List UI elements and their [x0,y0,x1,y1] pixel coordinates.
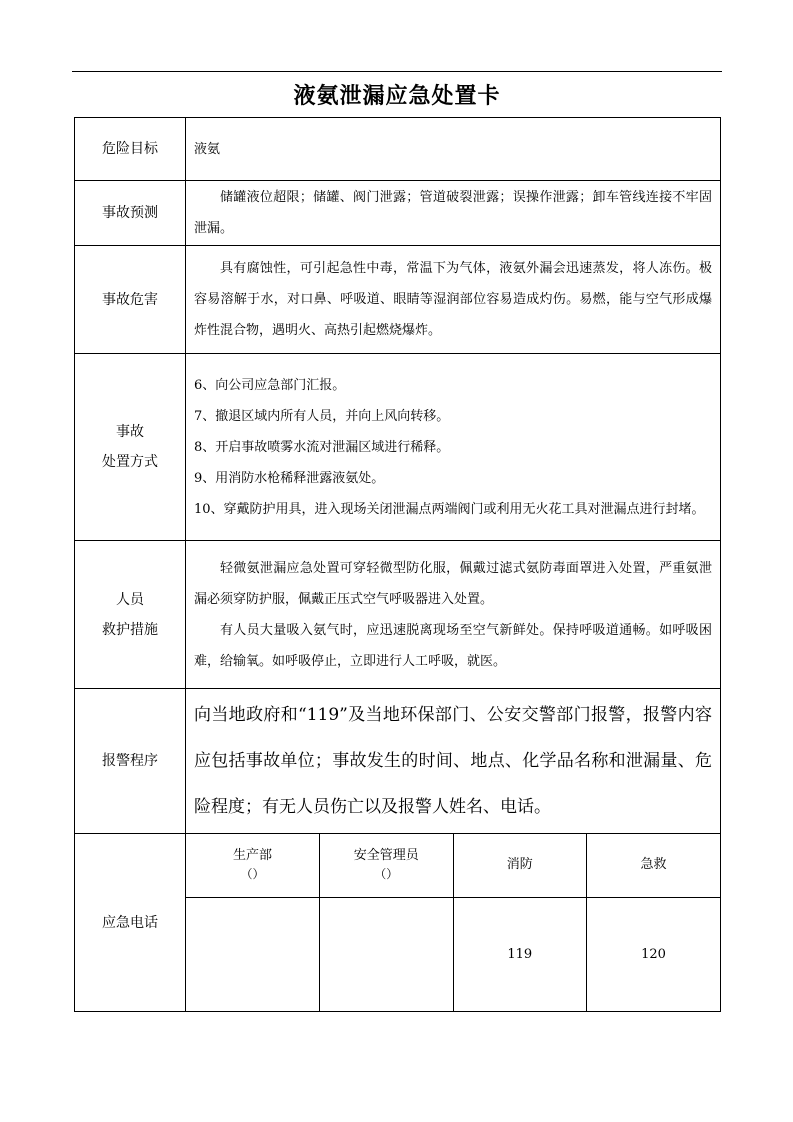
label-disposal-line2: 处置方式 [102,454,158,470]
row-rescue [75,541,721,689]
label-disposal [75,354,186,541]
row-disposal [75,354,721,541]
label-rescue-line2: 救护措施 [102,621,158,638]
label-disposal-line1: 事故 [116,424,144,440]
phones-cell [186,834,721,1012]
phones-header-row [186,834,720,897]
rescue-text [186,541,721,689]
label-rescue-line1: 人员 [116,591,144,608]
text-forecast: 储罐液位超限；储罐、阀门泄露；管道破裂泄露；误操作泄露；卸车管线连接不牢固泄漏。 [186,181,721,246]
disposal-item: 8、开启事故喷雾水流对泄漏区域进行稀释。 [194,439,450,455]
label-alarm: 报警程序 [75,689,186,834]
phone-number-production [186,897,320,1011]
row-phones [75,834,721,1012]
phone-col-production [186,834,320,897]
phone-number-safety [320,897,454,1011]
row-hazard [75,246,721,354]
disposal-item: 9、用消防水枪稀释泄露液氨处。 [194,470,385,486]
row-target [75,118,721,181]
phone-col-name: 生产部 [232,848,272,864]
row-forecast [75,181,721,246]
disposal-item: 7、撤退区域内所有人员，并向上风向转移。 [194,408,450,424]
text-alarm: 向当地政府和“119”及当地环保部门、公安交警部门报警，报警内容应包括事故单位；事故发生的时间、地点、化学品名称和泄漏量、危险程度；有无人员伤亡以及报警人姓名、电话。 [186,689,721,834]
phone-col-ambulance [587,834,721,897]
rescue-paragraph: 轻微氨泄漏应急处置可穿轻微型防化服，佩戴过滤式氨防毒面罩进入处置，严重氨泄漏必须穿防护服，佩戴正压式空气呼吸器进入处置。 [194,560,712,607]
phone-col-safety [320,834,454,897]
label-hazard: 事故危害 [75,246,186,354]
phone-col-name: 安全管理员 [353,848,419,864]
phone-number-fire: 119 [453,897,587,1011]
disposal-item: 6、向公司应急部门汇报。 [194,377,346,393]
header-rule [72,71,722,72]
phone-number-ambulance: 120 [587,897,721,1011]
label-forecast: 事故预测 [75,181,186,246]
phone-col-sub: （） [374,867,399,882]
disposal-list [186,354,721,541]
label-rescue [75,541,186,689]
page-title: 液氨泄漏应急处置卡 [293,84,501,109]
label-target: 危险目标 [75,118,186,181]
text-hazard: 具有腐蚀性，可引起急性中毒，常温下为气体，液氨外漏会迅速蒸发，将人冻伤。极容易溶解于水，对口鼻、呼吸道、眼睛等湿润部位容易造成灼伤。易燃，能与空气形成爆炸性混合物，遇明火、高热引起燃烧爆炸。 [186,246,721,354]
rescue-paragraph: 有人员大量吸入氨气时，应迅速脱离现场至空气新鲜处。保持呼吸道通畅。如呼吸困难，给输氧。如呼吸停止，立即进行人工呼吸，就医。 [194,622,712,669]
phones-table [186,834,720,1011]
disposal-item: 10、穿戴防护用具，进入现场关闭泄漏点两端阀门或利用无火花工具对泄漏点进行封堵。 [194,501,705,517]
phone-col-name: 急救 [640,857,667,873]
value-target: 液氨 [186,118,721,181]
phone-col-name: 消防 [506,857,533,873]
label-phones: 应急电话 [75,834,186,1012]
phones-number-row [186,897,720,1011]
emergency-card-table [74,117,721,1012]
phone-col-sub: （） [240,867,265,882]
row-alarm [75,689,721,834]
phone-col-fire [453,834,587,897]
